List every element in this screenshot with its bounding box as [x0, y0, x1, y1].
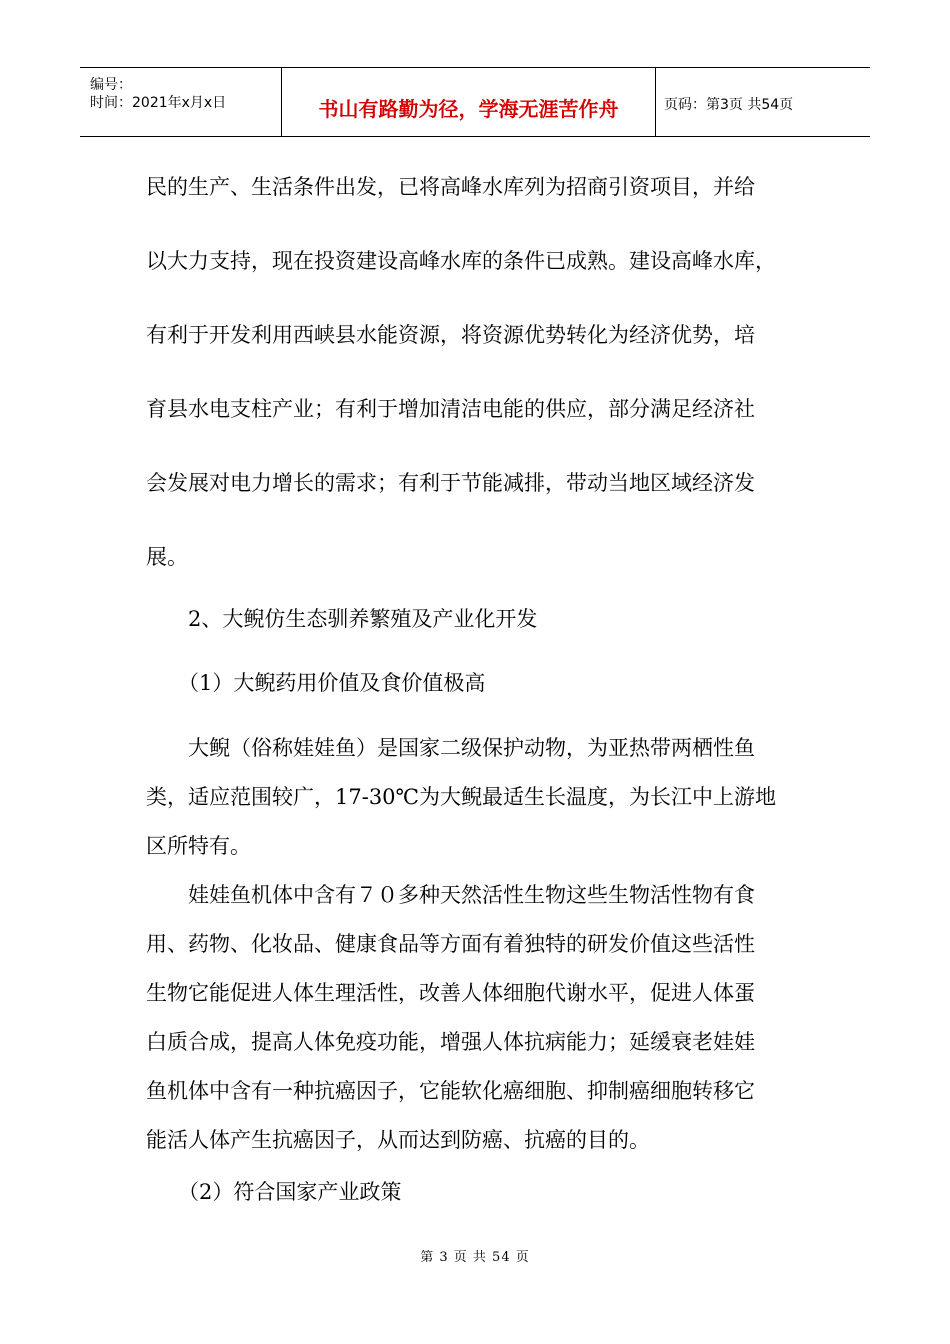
header-center-cell: [282, 68, 656, 136]
page-footer: 第 3 页 共 54 页: [420, 1250, 530, 1265]
body-line: 生物它能促进人体生理活性，改善人体细胞代谢水平，促进人体蛋: [146, 981, 755, 1005]
body-line: 会发展对电力增长的需求；有利于节能减排，带动当地区域经济发: [146, 471, 755, 495]
header-left-cell: [80, 68, 282, 136]
body-line: 娃娃鱼机体中含有７０多种天然活性生物这些生物活性物有食: [188, 883, 755, 907]
subsection-heading: （1）大鲵药用价值及食价值极高: [178, 671, 486, 695]
body-line: 大鲵（俗称娃娃鱼）是国家二级保护动物，为亚热带两栖性鱼: [188, 736, 755, 760]
body-line: 用、药物、化妆品、健康食品等方面有着独特的研发价值这些活性: [146, 932, 755, 956]
body-line: 白质合成，提高人体免疫功能，增强人体抗病能力；延缓衰老娃娃: [146, 1030, 755, 1054]
body-line: 鱼机体中含有一种抗癌因子，它能软化癌细胞、抑制癌细胞转移它: [146, 1079, 755, 1103]
body-line: 类，适应范围较广，17-30℃为大鲵最适生长温度，为长江中上游地: [146, 785, 777, 809]
body-line: 能活人体产生抗癌因子，从而达到防癌、抗癌的目的。: [146, 1128, 650, 1152]
body-line: 育县水电支柱产业；有利于增加清洁电能的供应，部分满足经济社: [146, 397, 755, 421]
document-date-label: 时间：2021年x月x日: [90, 95, 227, 111]
body-line: 有利于开发利用西峡县水能资源，将资源优势转化为经济优势，培: [146, 323, 755, 347]
header-motto: 书山有路勤为径，学海无涯苦作舟: [318, 97, 619, 121]
header-table: [80, 67, 870, 137]
body-line: 区所特有。: [146, 834, 251, 858]
subsection-heading: （2）符合国家产业政策: [178, 1180, 402, 1204]
body-line: 民的生产、生活条件出发，已将高峰水库列为招商引资项目，并给: [146, 175, 755, 199]
body-line: 以大力支持，现在投资建设高峰水库的条件已成熟。建设高峰水库，: [146, 249, 776, 273]
section-heading: 2、大鲵仿生态驯养繁殖及产业化开发: [188, 607, 538, 631]
body-line: 展。: [146, 545, 188, 569]
header-right-cell: [656, 68, 870, 136]
header-page-label: 页码：第3页 共54页: [664, 97, 794, 113]
document-number-label: 编号：: [90, 77, 132, 93]
